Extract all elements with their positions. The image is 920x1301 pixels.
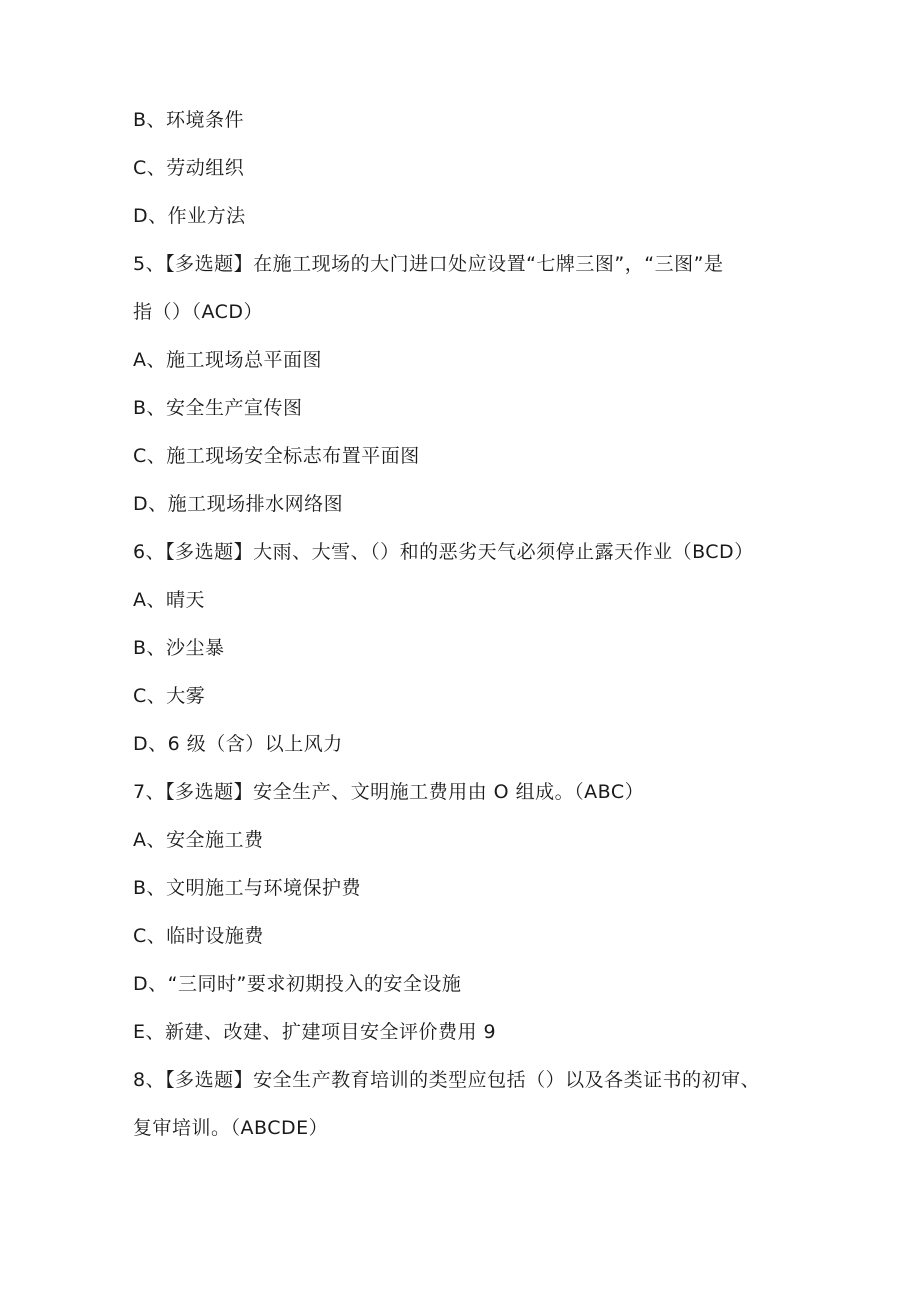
q6-option-c: C、大雾	[133, 685, 206, 707]
q7-option-d: D、“三同时”要求初期投入的安全设施	[133, 973, 462, 995]
question-5-line-1: 5、【多选题】在施工现场的大门进口处应设置“七牌三图”，“三图”是	[133, 253, 724, 275]
q5-option-d: D、施工现场排水网络图	[133, 493, 344, 515]
q5-option-c: C、施工现场安全标志布置平面图	[133, 445, 420, 467]
question-5-line-2: 指（）（ACD）	[133, 301, 264, 323]
option-b-line: B、环境条件	[133, 109, 245, 131]
q5-option-a: A、施工现场总平面图	[133, 349, 322, 371]
q7-option-c: C、临时设施费	[133, 925, 264, 947]
q7-option-e: E、新建、改建、扩建项目安全评价费用 9	[133, 1021, 497, 1043]
q7-option-b: B、文明施工与环境保护费	[133, 877, 362, 899]
option-d-line: D、作业方法	[133, 205, 246, 227]
question-8-line-2: 复审培训。（ABCDE）	[133, 1117, 329, 1139]
question-8-line-1: 8、【多选题】安全生产教育培训的类型应包括（）以及各类证书的初审、	[133, 1069, 761, 1091]
q6-option-a: A、晴天	[133, 589, 205, 611]
q7-option-a: A、安全施工费	[133, 829, 264, 851]
q6-option-b: B、沙尘暴	[133, 637, 225, 659]
question-7: 7、【多选题】安全生产、文明施工费用由 O 组成。（ABC）	[133, 781, 645, 803]
q5-option-b: B、安全生产宣传图	[133, 397, 303, 419]
q6-option-d: D、6 级（含）以上风力	[133, 733, 343, 755]
option-c-line: C、劳动组织	[133, 157, 245, 179]
document-page	[133, 96, 813, 1152]
question-6: 6、【多选题】大雨、大雪、（）和的恶劣天气必须停止露天作业（BCD）	[133, 541, 754, 563]
